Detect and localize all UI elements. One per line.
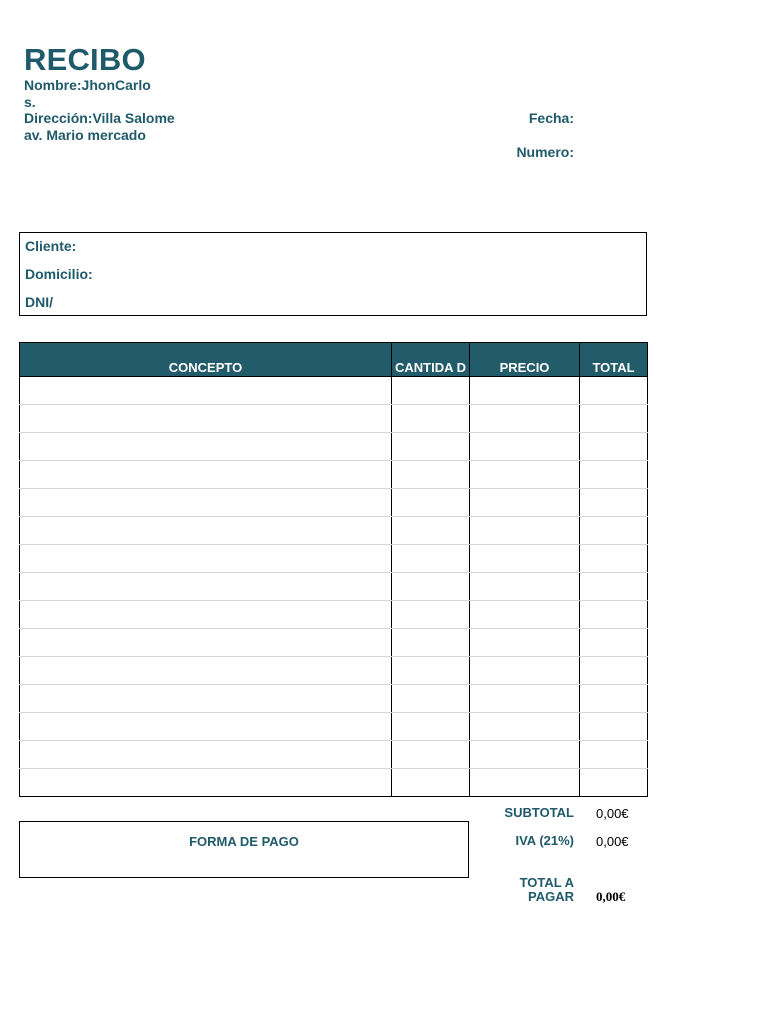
cell-cantidad[interactable] xyxy=(392,405,470,433)
cell-precio[interactable] xyxy=(470,461,580,489)
issuer-name-line1: Nombre:JhonCarlo xyxy=(24,77,151,93)
cell-precio[interactable] xyxy=(470,601,580,629)
total-label-line1: TOTAL A xyxy=(519,875,574,890)
table-row xyxy=(20,769,648,797)
cell-total[interactable] xyxy=(580,377,648,405)
table-row xyxy=(20,545,648,573)
cell-precio[interactable] xyxy=(470,573,580,601)
cliente-label: Cliente: xyxy=(25,238,77,254)
cell-concepto[interactable] xyxy=(20,657,392,685)
cell-total[interactable] xyxy=(580,685,648,713)
cell-total[interactable] xyxy=(580,769,648,797)
cell-concepto[interactable] xyxy=(20,685,392,713)
cell-concepto[interactable] xyxy=(20,601,392,629)
cell-precio[interactable] xyxy=(470,713,580,741)
cell-concepto[interactable] xyxy=(20,713,392,741)
dni-label: DNI/ xyxy=(25,294,53,310)
cell-precio[interactable] xyxy=(470,377,580,405)
cell-total[interactable] xyxy=(580,741,648,769)
cell-concepto[interactable] xyxy=(20,461,392,489)
cell-cantidad[interactable] xyxy=(392,769,470,797)
cell-total[interactable] xyxy=(580,461,648,489)
issuer-address-line1: Dirección:Villa Salome xyxy=(24,110,175,126)
cell-precio[interactable] xyxy=(470,545,580,573)
table-row xyxy=(20,685,648,713)
issuer-address xyxy=(24,110,214,144)
table-row xyxy=(20,713,648,741)
issuer-name-line2: s. xyxy=(24,94,36,110)
cell-precio[interactable] xyxy=(470,685,580,713)
table-row xyxy=(20,657,648,685)
payment-method-label: FORMA DE PAGO xyxy=(189,834,299,849)
subtotal-value: 0,00€ xyxy=(596,806,629,821)
cell-total[interactable] xyxy=(580,517,648,545)
fecha-label: Fecha: xyxy=(528,110,574,126)
cell-total[interactable] xyxy=(580,657,648,685)
header-total: TOTAL xyxy=(580,343,648,377)
cell-cantidad[interactable] xyxy=(392,377,470,405)
cell-precio[interactable] xyxy=(470,517,580,545)
cell-concepto[interactable] xyxy=(20,769,392,797)
table-row xyxy=(20,433,648,461)
iva-label: IVA (21%) xyxy=(515,833,574,848)
cell-precio[interactable] xyxy=(470,405,580,433)
cell-total[interactable] xyxy=(580,629,648,657)
table-row xyxy=(20,741,648,769)
cell-cantidad[interactable] xyxy=(392,713,470,741)
cell-precio[interactable] xyxy=(470,629,580,657)
domicilio-label: Domicilio: xyxy=(25,266,93,282)
cell-precio[interactable] xyxy=(470,657,580,685)
cell-cantidad[interactable] xyxy=(392,685,470,713)
payment-method-box xyxy=(19,821,469,878)
cell-concepto[interactable] xyxy=(20,545,392,573)
cell-cantidad[interactable] xyxy=(392,433,470,461)
cell-precio[interactable] xyxy=(470,433,580,461)
cell-total[interactable] xyxy=(580,433,648,461)
cell-cantidad[interactable] xyxy=(392,461,470,489)
cell-concepto[interactable] xyxy=(20,629,392,657)
table-row xyxy=(20,489,648,517)
cell-concepto[interactable] xyxy=(20,741,392,769)
cell-cantidad[interactable] xyxy=(392,657,470,685)
cell-precio[interactable] xyxy=(470,769,580,797)
cell-total[interactable] xyxy=(580,573,648,601)
table-row xyxy=(20,517,648,545)
cell-concepto[interactable] xyxy=(20,405,392,433)
total-value: 0,00€ xyxy=(596,889,626,904)
issuer-name xyxy=(24,77,184,111)
cell-total[interactable] xyxy=(580,545,648,573)
table-row xyxy=(20,461,648,489)
cell-total[interactable] xyxy=(580,601,648,629)
table-row xyxy=(20,377,648,405)
cell-total[interactable] xyxy=(580,489,648,517)
header-cantidad: CANTIDA D xyxy=(392,343,470,377)
numero-label: Numero: xyxy=(516,144,574,160)
cell-cantidad[interactable] xyxy=(392,741,470,769)
subtotal-label: SUBTOTAL xyxy=(504,805,574,820)
cell-total[interactable] xyxy=(580,713,648,741)
iva-value: 0,00€ xyxy=(596,834,629,849)
cell-precio[interactable] xyxy=(470,741,580,769)
table-row xyxy=(20,405,648,433)
cell-precio[interactable] xyxy=(470,489,580,517)
cell-concepto[interactable] xyxy=(20,433,392,461)
receipt-title: RECIBO xyxy=(24,42,146,77)
cell-concepto[interactable] xyxy=(20,517,392,545)
total-label-line2: PAGAR xyxy=(528,889,574,904)
client-info-box xyxy=(19,232,647,316)
cell-concepto[interactable] xyxy=(20,377,392,405)
table-row xyxy=(20,573,648,601)
cell-cantidad[interactable] xyxy=(392,573,470,601)
cell-total[interactable] xyxy=(580,405,648,433)
cell-concepto[interactable] xyxy=(20,489,392,517)
items-header-row xyxy=(20,343,648,377)
cell-cantidad[interactable] xyxy=(392,489,470,517)
cell-cantidad[interactable] xyxy=(392,629,470,657)
table-row xyxy=(20,629,648,657)
cell-cantidad[interactable] xyxy=(392,601,470,629)
table-row xyxy=(20,601,648,629)
header-concepto: CONCEPTO xyxy=(20,343,392,377)
issuer-address-line2: av. Mario mercado xyxy=(24,127,146,143)
cell-concepto[interactable] xyxy=(20,573,392,601)
total-label xyxy=(464,876,574,904)
items-table xyxy=(19,342,648,797)
cell-cantidad[interactable] xyxy=(392,517,470,545)
items-body xyxy=(20,377,648,797)
cell-cantidad[interactable] xyxy=(392,545,470,573)
header-precio: PRECIO xyxy=(470,343,580,377)
